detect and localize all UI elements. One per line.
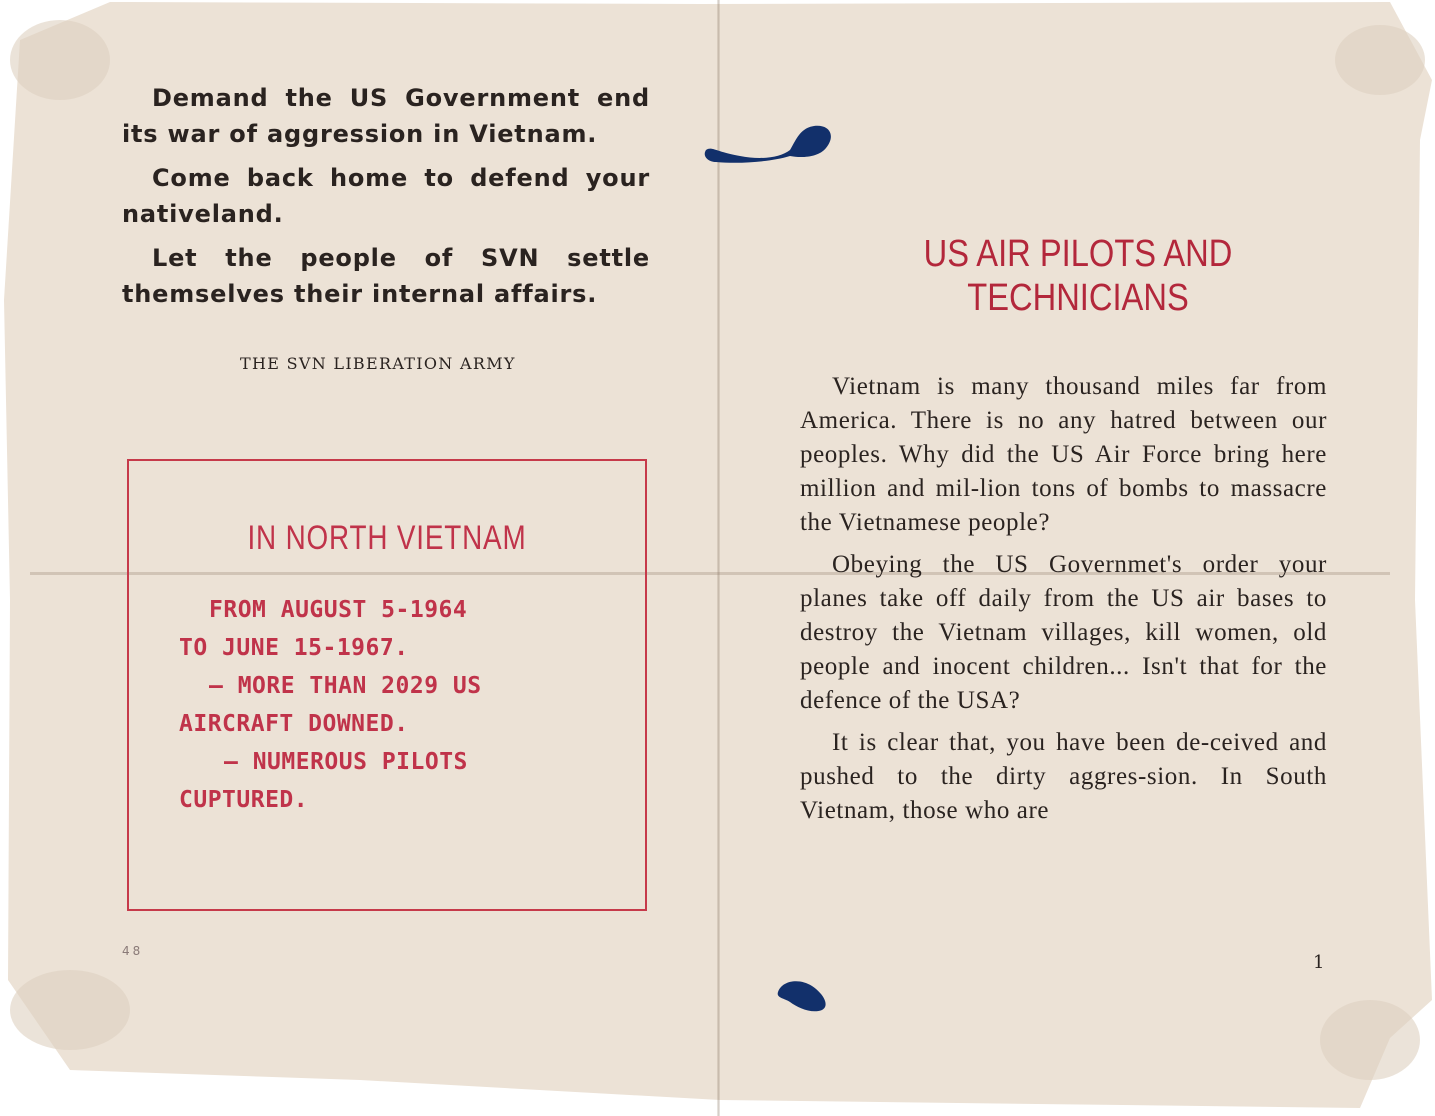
title-line-1: US AIR PILOTS AND bbox=[923, 233, 1233, 275]
paragraph-3: It is clear that, you have been de-ceived and pushed to the dirty aggres-sion. In South Vietnam, those who are bbox=[800, 729, 1327, 824]
box-line-to: TO JUNE 15-1967. bbox=[179, 635, 409, 661]
ink-blot-bottom-icon bbox=[778, 981, 826, 1011]
paragraph-1: Vietnam is many thousand miles far from America. There is no any hatred between our peoples. Why did the US Air Force bring here million and mil-lion tons of bombs to massacre the Vietnamese people? bbox=[800, 373, 1327, 536]
box-line-aircraft-downed: AIRCRAFT DOWNED. bbox=[179, 711, 409, 737]
demand-paragraph: Demand the US Government end its war of aggression in Vietnam. bbox=[122, 84, 650, 148]
title-line-2: TECHNICIANS bbox=[967, 277, 1189, 319]
box-line-from: FROM AUGUST 5-1964 bbox=[209, 597, 468, 623]
ink-blot-top-icon bbox=[705, 126, 831, 163]
paragraph-2: Obeying the US Governmet's order your planes take off daily from the US air bases to destroy the Vietnam villages, kill women, old people and inocent children... Isn't that for the defence of the USA? bbox=[800, 551, 1327, 714]
let-people-paragraph: Let the people of SVN settle themselves their internal affairs. bbox=[122, 244, 650, 308]
box-line-aircraft-count: — MORE THAN 2029 US bbox=[209, 673, 482, 699]
box-line-captured: CUPTURED. bbox=[179, 787, 309, 813]
box-line-pilots: — NUMEROUS PILOTS bbox=[224, 749, 468, 775]
come-back-paragraph: Come back home to defend your nativeland. bbox=[122, 164, 650, 228]
box-title: IN NORTH VIETNAM bbox=[247, 519, 527, 557]
signature: THE SVN LIBERATION ARMY bbox=[240, 354, 516, 373]
left-page-number: 48 bbox=[122, 944, 144, 958]
right-page-number: 1 bbox=[1313, 952, 1325, 973]
